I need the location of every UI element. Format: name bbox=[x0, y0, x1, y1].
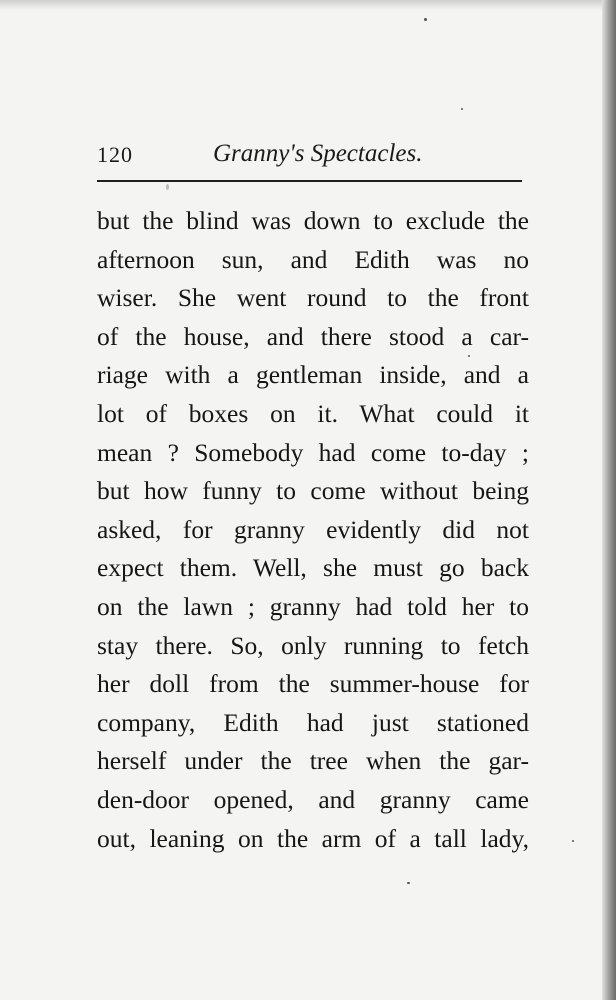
text-line: out, leaning on the arm of a tall lady, bbox=[97, 823, 529, 853]
text-line: mean ? Somebody had come to-day ; bbox=[97, 437, 529, 467]
text-line: herself under the tree when the gar- bbox=[97, 746, 529, 776]
page-top-shadow bbox=[0, 0, 616, 10]
text-line: on the lawn ; granny had told her to bbox=[97, 591, 529, 621]
text-line: of the house, and there stood a car- bbox=[97, 321, 529, 351]
text-line: expect them. Well, she must go back bbox=[97, 553, 529, 583]
header-rule bbox=[97, 180, 522, 182]
running-header bbox=[97, 138, 522, 178]
text-line: but how funny to come without being bbox=[97, 476, 529, 506]
text-line: riage with a gentleman inside, and a bbox=[97, 360, 529, 390]
paper-speck bbox=[468, 355, 470, 357]
text-line: company, Edith had just stationed bbox=[97, 707, 529, 737]
page-number: 120 bbox=[97, 142, 133, 167]
paper-speck bbox=[166, 184, 169, 190]
paper-speck bbox=[461, 108, 463, 110]
text-line: her doll from the summer-house for bbox=[97, 669, 529, 699]
text-line: afternoon sun, and Edith was no bbox=[97, 244, 529, 274]
text-line: den-door opened, and granny came bbox=[97, 784, 529, 814]
text-line: but the blind was down to exclude the bbox=[97, 206, 529, 235]
text-line: asked, for granny evidently did not bbox=[97, 514, 529, 544]
page-edge-shadow bbox=[602, 0, 616, 1000]
paper-speck bbox=[407, 882, 410, 884]
body-text bbox=[97, 202, 529, 858]
text-line: stay there. So, only running to fetch bbox=[97, 630, 529, 660]
paper-speck bbox=[424, 18, 427, 21]
text-line: lot of boxes on it. What could it bbox=[97, 398, 529, 428]
paper-speck bbox=[572, 840, 574, 842]
text-line: wiser. She went round to the front bbox=[97, 283, 529, 313]
running-title: Granny's Spectacles. bbox=[213, 140, 423, 167]
